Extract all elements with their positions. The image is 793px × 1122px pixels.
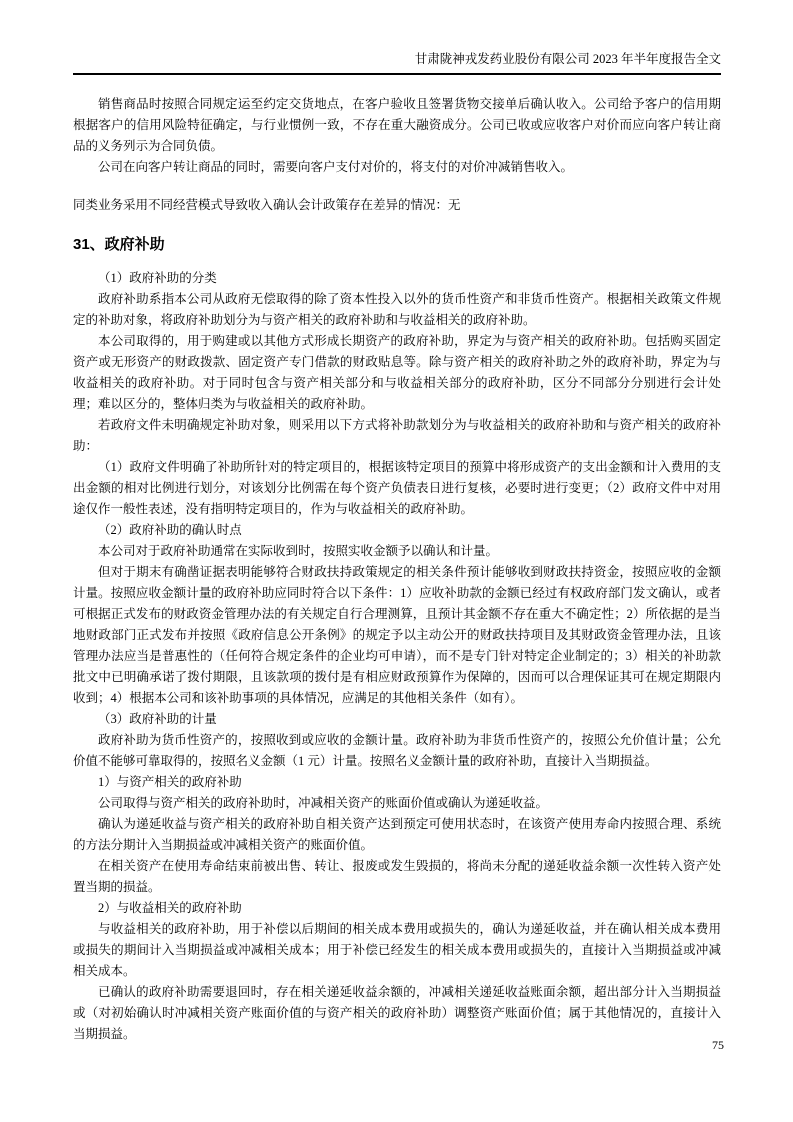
paragraph-asset-disposal-treatment: 在相关资产在使用寿命结束前被出售、转让、报废或发生毁损的，将尚未分配的递延收益余额一次性转入资产处置当期的损益。	[73, 859, 721, 894]
subsection-label-income-related: 2）与收益相关的政府补助	[98, 901, 242, 915]
paragraph-policy-difference-note: 同类业务采用不同经营模式导致收入确认会计政策存在差异的情况：无	[73, 198, 461, 212]
paragraph-grant-refund-treatment: 已确认的政府补助需要退回时，存在相关递延收益余额的，冲减相关递延收益账面余额，超出部分计入当期损益或（对初始确认时冲减相关资产账面价值的与资产相关的政府补助）调整资产账面价值；属于其他情况的，直接计入当期损益。	[73, 985, 721, 1041]
page-header	[73, 50, 721, 75]
page-footer	[712, 1038, 724, 1052]
paragraph-grant-definition: 政府补助系指本公司从政府无偿取得的除了资本性投入以外的货币性资产和非货币性资产。根据相关政策文件规定的补助对象，将政府补助划分为与资产相关的政府补助和与收益相关的政府补助。	[73, 292, 721, 327]
paragraph-recognition-on-receipt: 本公司对于政府补助通常在实际收到时，按照实收金额予以确认和计量。	[98, 544, 499, 558]
paragraph-measurement-rules: 政府补助为货币性资产的，按照收到或应收的金额计量。政府补助为非货币性资产的，按照公允价值计量；公允价值不能够可靠取得的，按照名义金额（1 元）计量。按照名义金额计量的政府补助，直接计入当期损益。	[73, 733, 721, 768]
paragraph-revenue-recognition: 销售商品时按照合同规定运至约定交货地点，在客户验收且签署货物交接单后确认收入。公司给予客户的信用期根据客户的信用风险特征确定，与行业惯例一致，不存在重大融资成分。公司已收或应收客户对价而应向客户转让商品的义务列示为合同负债。	[73, 97, 721, 153]
page-number: 75	[712, 1038, 724, 1052]
paragraph-grant-division-methods: （1）政府文件明确了补助所针对的特定项目的，根据该特定项目的预算中将形成资产的支出金额和计入费用的支出金额的相对比例进行划分，对该划分比例需在每个资产负债表日进行复核，必要时进行变更；（2）政府文件中对用途仅作一般性表述，没有指明特定项目的，作为与收益相关的政府补助。	[73, 460, 721, 516]
paragraph-receivable-conditions: 但对于期末有确凿证据表明能够符合财政扶持政策规定的相关条件预计能够收到财政扶持资金，按照应收的金额计量。按照应收金额计量的政府补助应同时符合以下条件：1）应收补助款的金额已经过有权政府部门发文确认，或者可根据正式发布的财政资金管理办法的有关规定自行合理测算，且预计其金额不存在重大不确定性；2）所依据的是当地财政部门正式发布并按照《政府信息公开条例》的规定予以主动公开的财政扶持项目及其财政资金管理办法，且该管理办法应当是普惠性的（任何符合规定条件的企业均可申请），而不是专门针对特定企业制定的；3）相关的补助款批文中已明确承诺了拨付期限，且该款项的拨付是有相应财政预算作为保障的，因而可以合理保证其可在规定期限内收到；4）根据本公司和该补助事项的具体情况，应满足的其他相关条件（如有）。	[73, 565, 721, 705]
subsection-label-recognition-timing: （2）政府补助的确认时点	[98, 523, 242, 537]
report-title: 甘肃陇神戎发药业股份有限公司 2023 年半年度报告全文	[414, 52, 721, 66]
paragraph-asset-grant-treatment: 公司取得与资产相关的政府补助时，冲减相关资产的账面价值或确认为递延收益。	[98, 796, 549, 810]
subsection-label-measurement: （3）政府补助的计量	[98, 712, 217, 726]
paragraph-income-grant-treatment: 与收益相关的政府补助，用于补偿以后期间的相关成本费用或损失的，确认为递延收益，并在确认相关成本费用或损失的期间计入当期损益或冲减相关成本；用于补偿已经发生的相关成本费用或损失的，直接计入当期损益或冲减相关成本。	[73, 922, 721, 978]
subsection-label-asset-related: 1）与资产相关的政府补助	[98, 775, 242, 789]
paragraph-unspecified-grant-intro: 若政府文件未明确规定补助对象，则采用以下方式将补助款划分为与收益相关的政府补助和与资产相关的政府补助：	[73, 418, 721, 453]
section-heading-government-grants: 31、政府补助	[73, 236, 165, 253]
paragraph-consideration-payable: 公司在向客户转让商品的同时，需要向客户支付对价的，将支付的对价冲减销售收入。	[98, 160, 574, 174]
subsection-label-classification: （1）政府补助的分类	[98, 271, 217, 285]
document-body	[73, 94, 721, 1045]
paragraph-asset-related-definition: 本公司取得的，用于购建或以其他方式形成长期资产的政府补助，界定为与资产相关的政府补助。包括购买固定资产或无形资产的财政拨款、固定资产专门借款的财政贴息等。除与资产相关的政府补助之外的政府补助，界定为与收益相关的政府补助。对于同时包含与资产相关部分和与收益相关部分的政府补助，区分不同部分分别进行会计处理；难以区分的，整体归类为与收益相关的政府补助。	[73, 334, 721, 411]
paragraph-deferred-income-amortization: 确认为递延收益与资产相关的政府补助自相关资产达到预定可使用状态时，在该资产使用寿命内按照合理、系统的方法分期计入当期损益或冲减相关资产的账面价值。	[73, 817, 721, 852]
